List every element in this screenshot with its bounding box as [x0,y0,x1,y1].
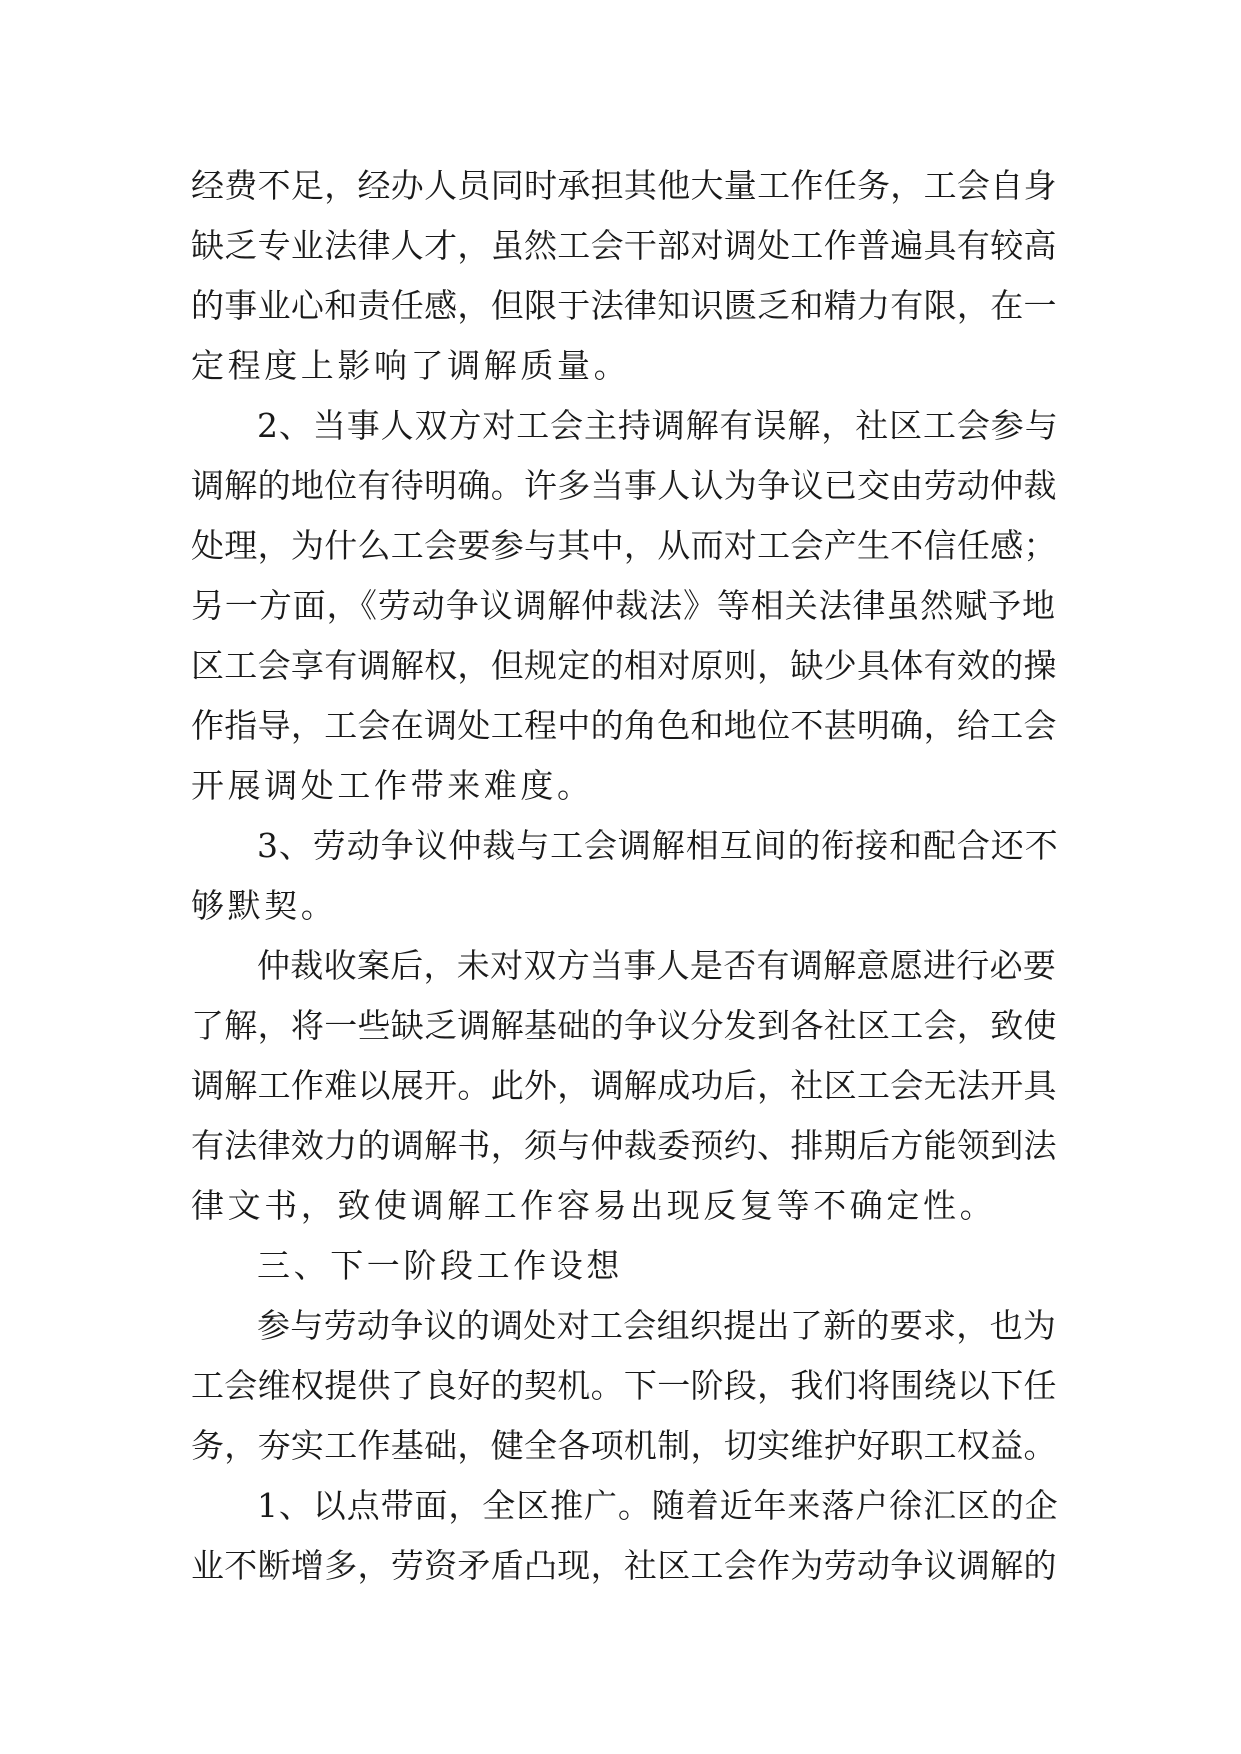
paragraph-first-line: 仲裁收案后，未对双方当事人是否有调解意愿进行必要 [257,946,1057,985]
text-line: 调解工作难以展开。此外，调解成功后，社区工会无法开具 [191,1066,1057,1105]
text-line: 律文书，致使调解工作容易出现反复等不确定性。 [191,1186,997,1225]
text-line: 务，夯实工作基础，健全各项机制，切实维护好职工权益。 [191,1426,1057,1465]
text-line: 区工会享有调解权，但规定的相对原则，缺少具体有效的操 [191,646,1057,685]
text-line: 了解，将一些缺乏调解基础的争议分发到各社区工会，致使 [191,1006,1057,1045]
section-heading: 三、下一阶段工作设想 [257,1246,623,1285]
text-line: 处理，为什么工会要参与其中，从而对工会产生不信任感； [191,526,1057,565]
text-line: 缺乏专业法律人才，虽然工会干部对调处工作普遍具有较高 [191,226,1057,265]
text-line: 业不断增多，劳资矛盾凸现，社区工会作为劳动争议调解的 [191,1546,1057,1585]
text-line: 工会维权提供了良好的契机。下一阶段，我们将围绕以下任 [191,1366,1057,1405]
paragraph-first-line: 2、当事人双方对工会主持调解有误解，社区工会参与 [257,406,1059,445]
text-line: 定程度上影响了调解质量。 [191,346,631,385]
text-line: 开展调处工作带来难度。 [191,766,594,805]
text-line: 有法律效力的调解书，须与仲裁委预约、排期后方能领到法 [191,1126,1057,1165]
text-line: 的事业心和责任感，但限于法律知识匮乏和精力有限，在一 [191,286,1057,325]
paragraph-first-line: 1、以点带面，全区推广。随着近年来落户徐汇区的企 [257,1486,1059,1525]
text-line: 作指导，工会在调处工程中的角色和地位不甚明确，给工会 [191,706,1057,745]
text-line: 经费不足，经办人员同时承担其他大量工作任务，工会自身 [191,166,1057,205]
text-line: 调解的地位有待明确。许多当事人认为争议已交由劳动仲裁 [191,466,1057,505]
paragraph-first-line: 参与劳动争议的调处对工会组织提出了新的要求，也为 [257,1306,1057,1345]
text-line: 另一方面，《劳动争议调解仲裁法》等相关法律虽然赋予地 [191,586,1056,625]
paragraph-first-line: 3、劳动争议仲裁与工会调解相互间的衔接和配合还不 [257,826,1059,865]
text-line: 够默契。 [191,886,338,925]
